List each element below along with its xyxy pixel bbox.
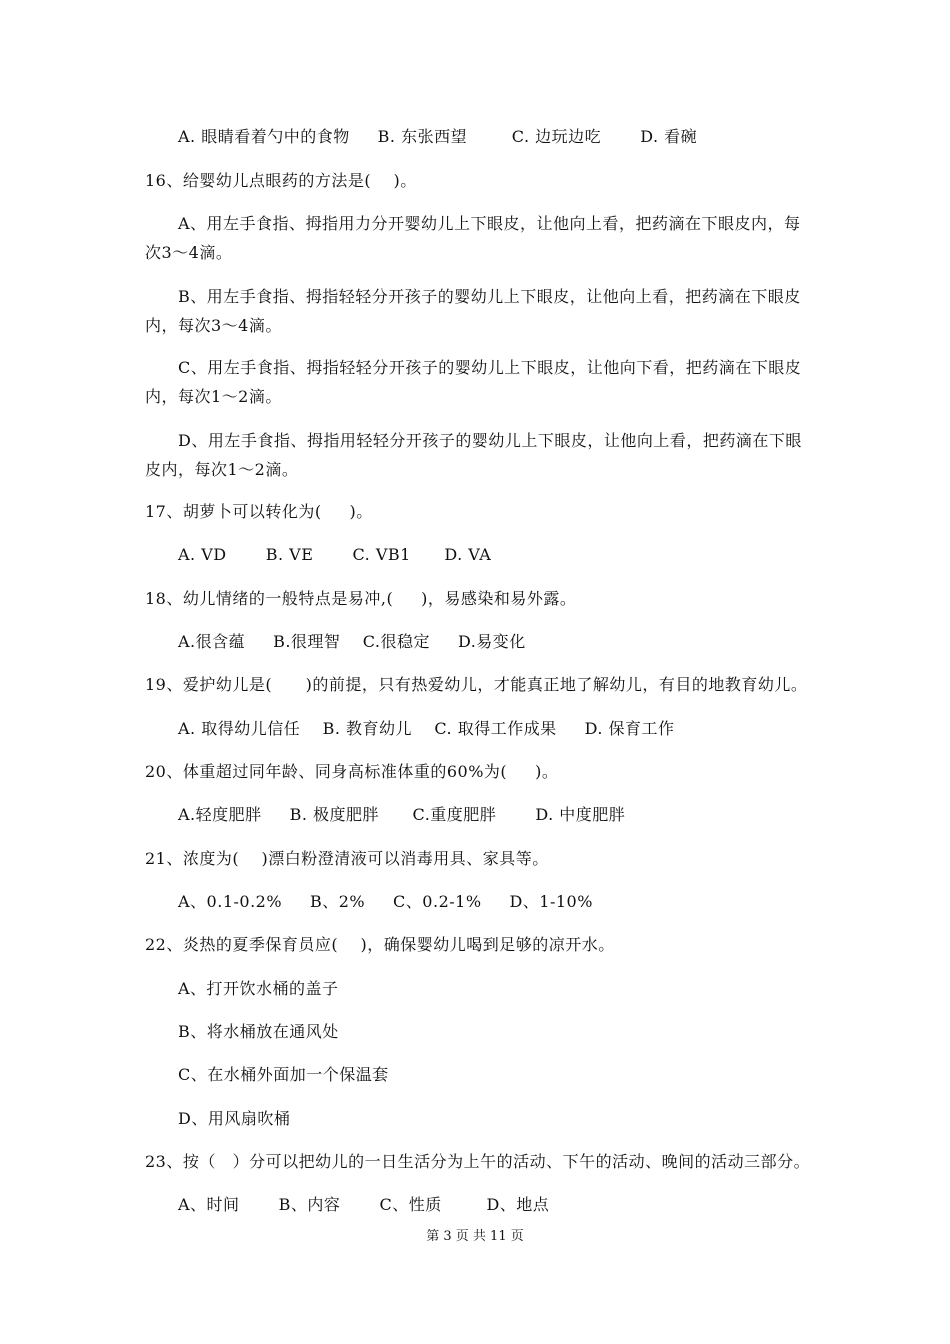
q22-option-d: D、用风扇吹桶 [178, 1109, 291, 1128]
q16-option-a-line1: A、用左手食指、拇指用力分开婴幼儿上下眼皮，让他向上看，把药滴在下眼皮内，每 [178, 214, 801, 233]
q15-options: A. 眼睛看着勺中的食物 B. 东张西望 C. 边玩边吃 D. 看碗 [178, 127, 698, 146]
q16-option-b-line2: 内，每次3～4滴。 [145, 316, 282, 335]
q22-question: 22、炎热的夏季保育员应( )，确保婴幼儿喝到足够的凉开水。 [145, 935, 615, 954]
q18-options: A.很含蕴 B.很理智 C.很稳定 D.易变化 [178, 632, 526, 651]
q16-option-a-line2: 次3～4滴。 [145, 243, 233, 262]
q17-question: 17、胡萝卜可以转化为( )。 [145, 502, 373, 521]
q22-option-b: B、将水桶放在通风处 [178, 1022, 339, 1041]
q18-question: 18、幼儿情绪的一般特点是易冲,( )，易感染和易外露。 [145, 589, 577, 608]
q16-option-c-line2: 内，每次1～2滴。 [145, 387, 282, 406]
q16-option-c-line1: C、用左手食指、拇指轻轻分开孩子的婴幼儿上下眼皮，让他向下看，把药滴在下眼皮 [178, 358, 802, 377]
q16-option-d-line2: 皮内，每次1～2滴。 [145, 460, 299, 479]
q23-options: A、时间 B、内容 C、性质 D、地点 [178, 1195, 550, 1214]
q21-options: A、0.1-0.2% B、2% C、0.2-1% D、1-10% [178, 892, 593, 911]
q16-option-b-line1: B、用左手食指、拇指轻轻分开孩子的婴幼儿上下眼皮，让他向上看，把药滴在下眼皮 [178, 287, 801, 306]
q20-question: 20、体重超过同年龄、同身高标准体重的60%为( )。 [145, 762, 559, 781]
q17-options: A. VD B. VE C. VB1 D. VA [178, 545, 492, 564]
q19-question: 19、爱护幼儿是( )的前提，只有热爱幼儿，才能真正地了解幼儿，有目的地教育幼儿。 [145, 675, 808, 694]
q19-options: A. 取得幼儿信任 B. 教育幼儿 C. 取得工作成果 D. 保育工作 [178, 719, 675, 738]
page-number-footer: 第 3 页 共 11 页 [426, 1229, 524, 1244]
q22-option-c: C、在水桶外面加一个保温套 [178, 1065, 389, 1084]
q20-options: A.轻度肥胖 B. 极度肥胖 C.重度肥胖 D. 中度肥胖 [178, 805, 626, 824]
q21-question: 21、浓度为( )漂白粉澄清液可以消毒用具、家具等。 [145, 849, 549, 868]
q16-option-d-line1: D、用左手食指、拇指用轻轻分开孩子的婴幼儿上下眼皮，让他向上看，把药滴在下眼 [178, 431, 802, 450]
q16-question: 16、给婴幼儿点眼药的方法是( )。 [145, 171, 417, 190]
q23-question: 23、按（ ）分可以把幼儿的一日生活分为上午的活动、下午的活动、晚间的活动三部分。 [145, 1152, 811, 1171]
q22-option-a: A、打开饮水桶的盖子 [178, 979, 339, 998]
